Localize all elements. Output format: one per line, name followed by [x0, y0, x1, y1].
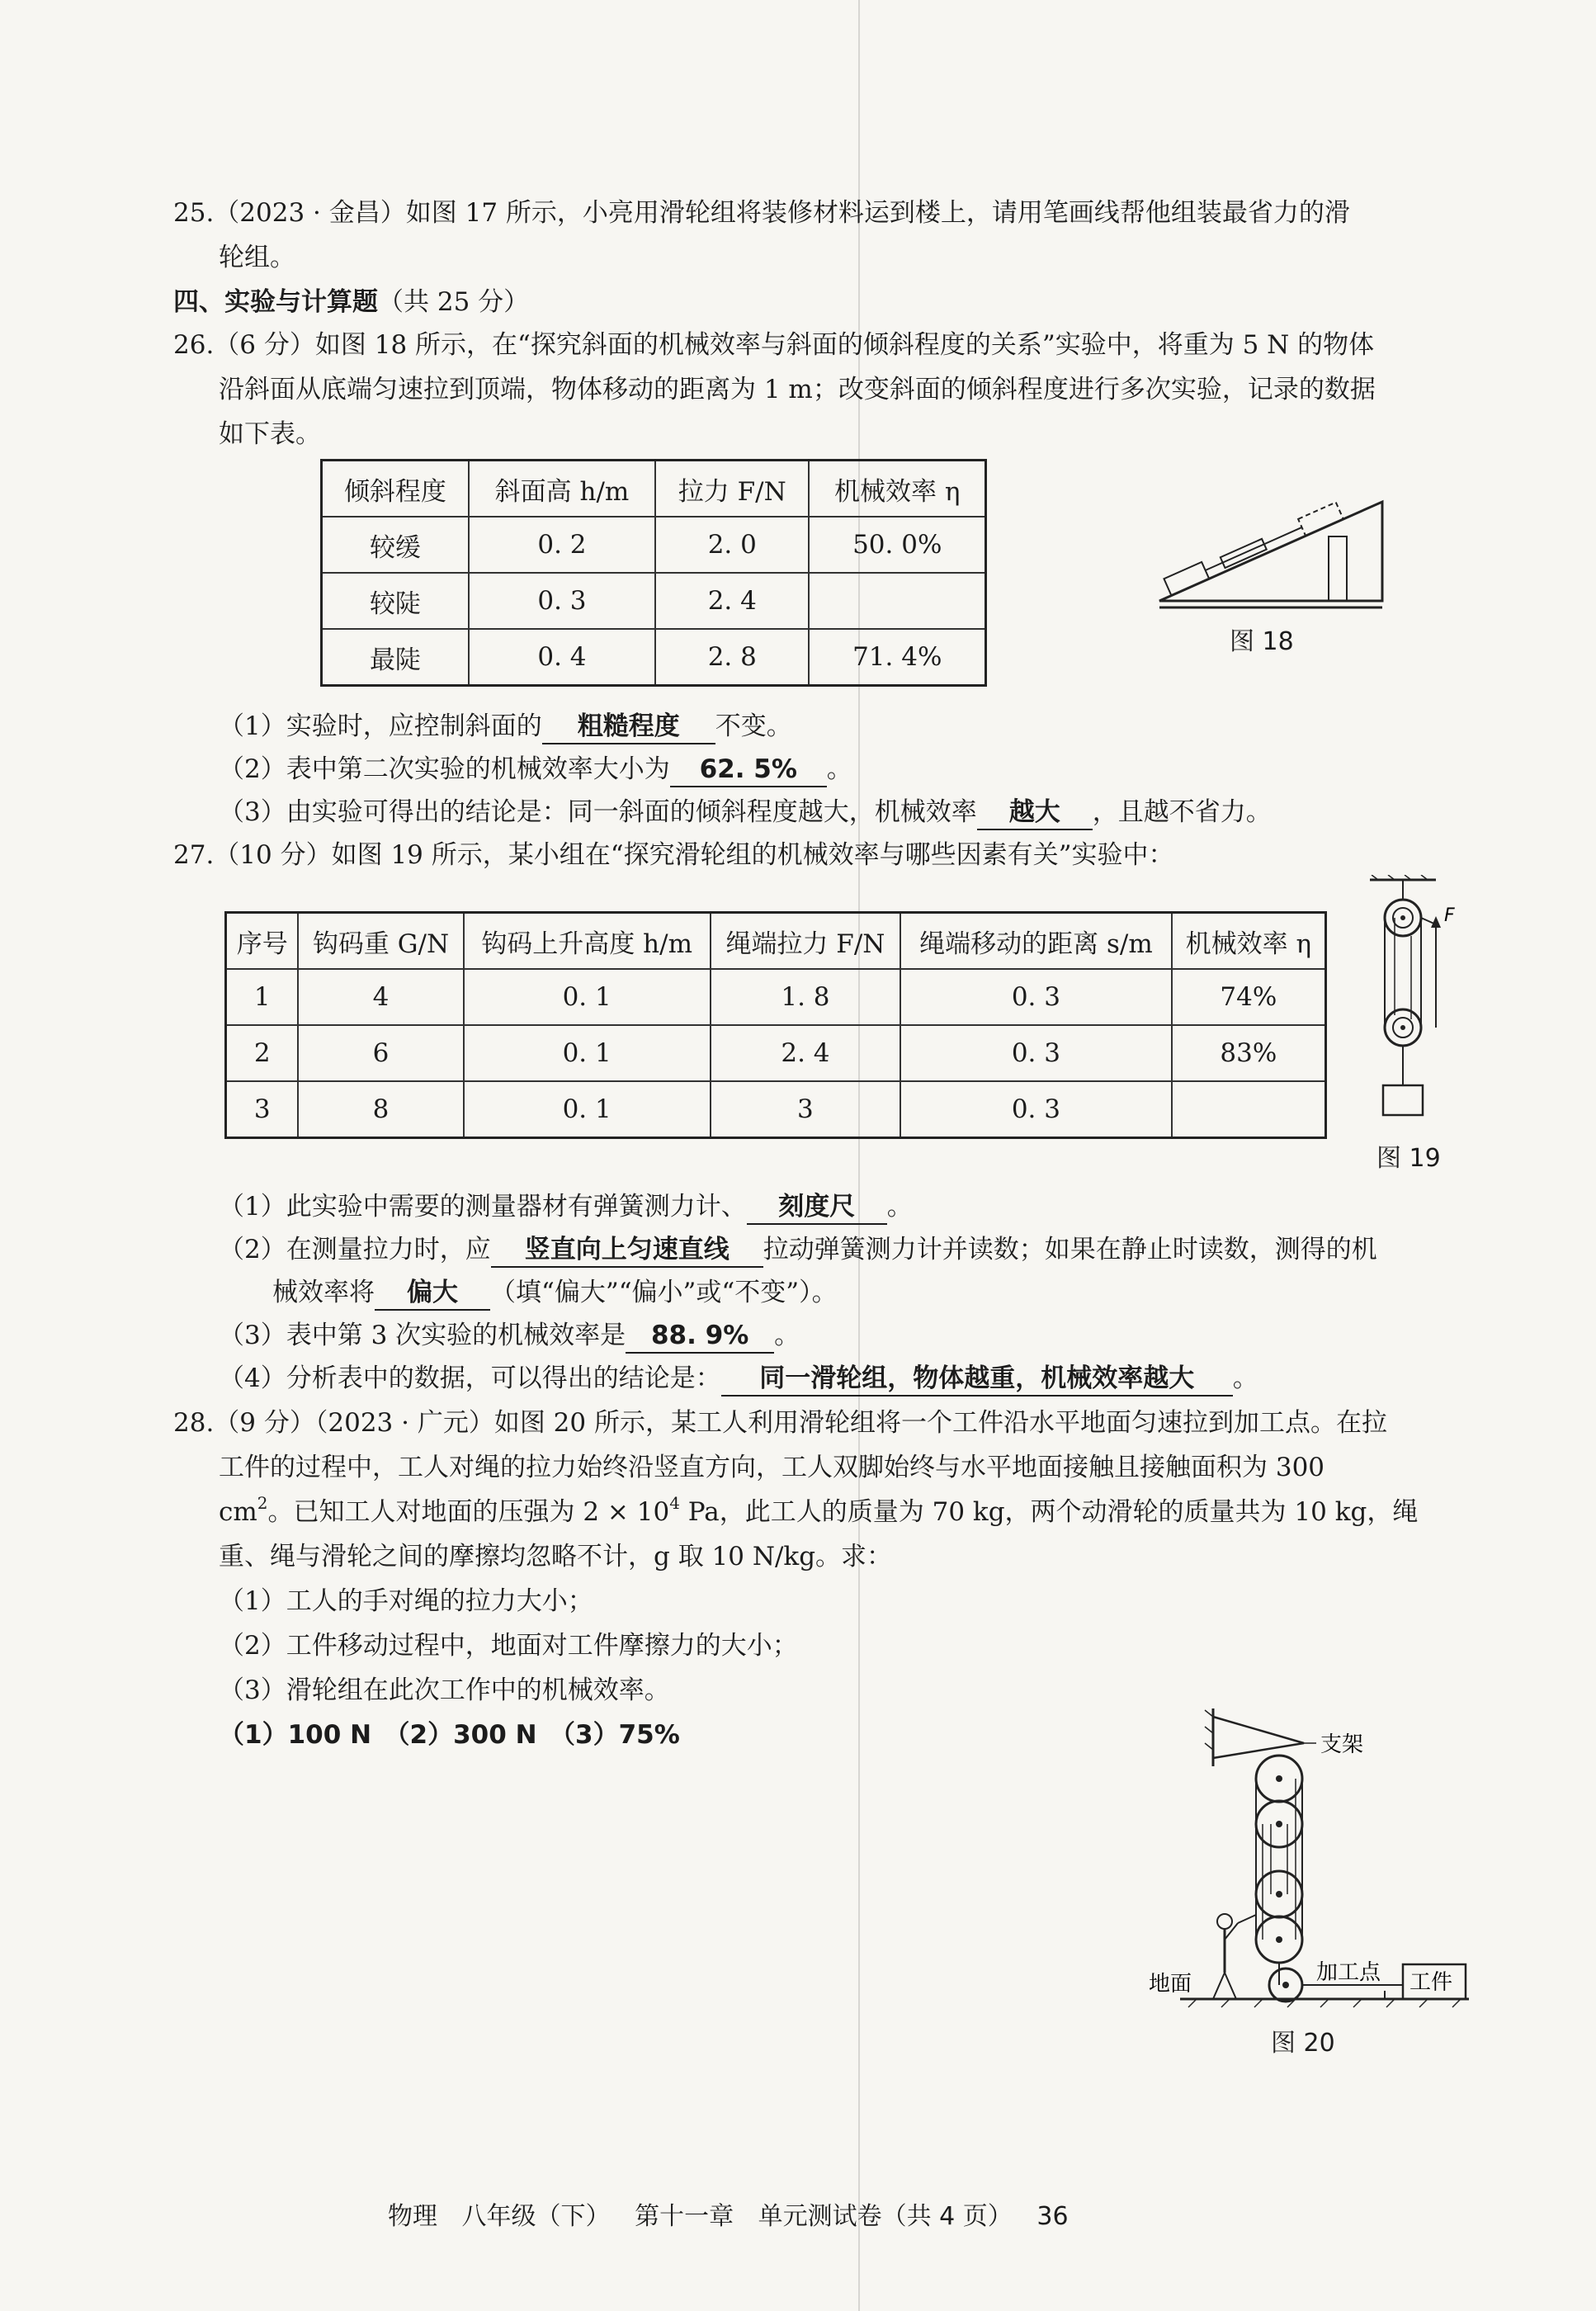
table-header-cell: 倾斜程度: [322, 461, 469, 517]
figure-20-pulley-system: [1147, 1700, 1494, 2047]
q27-sub2-tail: 拉动弹簧测力计并读数；如果在静止时读数，测得的机: [763, 1235, 1377, 1264]
q27-sub1-answer: 刻度尺: [747, 1190, 887, 1225]
q26-line1: 26.（6 分）如图 18 所示，在“探究斜面的机械效率与斜面的倾斜程度的关系”实验中，将重为 5 N 的物体: [173, 330, 1375, 360]
table-cell: 50. 0%: [809, 517, 985, 573]
table-cell: 83%: [1172, 1025, 1326, 1081]
table-cell: 较陡: [322, 573, 469, 629]
figure-18-caption: 图 18: [1230, 627, 1294, 656]
table-row: [322, 573, 986, 629]
q27-sub2-text: （2）在测量拉力时，应: [219, 1235, 491, 1264]
q28-line2: 工件的过程中，工人对绳的拉力始终沿竖直方向，工人双脚始终与水平地面接触且接触面积为 300: [219, 1453, 1325, 1482]
table-header-cell: 机械效率 η: [1172, 913, 1326, 970]
table-cell: 0. 1: [464, 969, 711, 1025]
q27-sub2-answer2: 偏大: [375, 1276, 490, 1311]
footer-grade: 八年级（下）: [461, 2202, 611, 2231]
q27-sub3-answer: 88. 9%: [626, 1319, 774, 1354]
q28-sub2: （2）工件移动过程中，地面对工件摩擦力的大小；: [219, 1631, 798, 1661]
section-title: [173, 281, 1477, 324]
q27-sub1: [219, 1185, 1523, 1228]
q28-line3: [219, 1491, 1523, 1534]
table-header-cell: 钩码上升高度 h/m: [464, 913, 711, 970]
q28-sub3: （3）滑轮组在此次工作中的机械效率。: [219, 1675, 670, 1705]
q26-line2: 沿斜面从底端匀速拉到顶端，物体移动的距离为 1 m；改变斜面的倾斜程度进行多次实验，记录的数据: [219, 375, 1376, 404]
footer-page-number: 36: [1036, 2202, 1069, 2231]
q26-sub1-text: （1）实验时，应控制斜面的: [219, 711, 542, 741]
table-header-cell: 绳端移动的距离 s/m: [900, 913, 1171, 970]
q26-line3: 如下表。: [219, 419, 321, 449]
q27-sub3-tail: 。: [774, 1321, 800, 1350]
table-cell: 0. 3: [900, 1025, 1171, 1081]
table-cell: 3: [226, 1081, 299, 1138]
table-cell: 2. 4: [711, 1025, 901, 1081]
q28-answer: （1）100 N （2）300 N （3）75%: [219, 1720, 680, 1750]
q27-sub2: [219, 1228, 1523, 1271]
page-footer: [388, 2195, 1085, 2232]
table-cell: 0. 2: [469, 517, 655, 573]
q28-sub1: （1）工人的手对绳的拉力大小；: [219, 1586, 593, 1616]
table-cell: 1. 8: [711, 969, 901, 1025]
footer-test: 单元测试卷（共 4 页）: [758, 2202, 1013, 2231]
table-cell: 4: [298, 969, 463, 1025]
q27-sub4-answer: 同一滑轮组，物体越重，机械效率越大: [721, 1362, 1233, 1397]
table-cell: 0. 3: [900, 1081, 1171, 1138]
q27-line1: 27.（10 分）如图 19 所示，某小组在“探究滑轮组的机械效率与哪些因素有关”实验中：: [173, 840, 1174, 870]
table-header-row: [226, 913, 1326, 970]
table-cell: 2. 4: [655, 573, 809, 629]
section-heading: 四、实验与计算题: [173, 287, 378, 317]
q28-line1: 28.（9 分）（2023 · 广元）如图 20 所示，某工人利用滑轮组将一个工件沿水平地面匀速拉到加工点。在拉: [173, 1408, 1387, 1438]
q28-pressure-exponent: 4: [669, 1493, 680, 1513]
table-cell: [1172, 1081, 1326, 1138]
table-header-cell: 拉力 F/N: [655, 461, 809, 517]
q27-sub3-text: （3）表中第 3 次实验的机械效率是: [219, 1321, 626, 1350]
figure-20-ground-label: 地面: [1149, 1972, 1192, 1997]
table-header-cell: 钩码重 G/N: [298, 913, 463, 970]
table-cell: 74%: [1172, 969, 1326, 1025]
table-cell: 较缓: [322, 517, 469, 573]
q27-table: [224, 911, 1327, 1139]
table-header-row: [322, 461, 986, 517]
q27-sub3: [219, 1314, 1523, 1357]
section-score: （共 25 分）: [378, 287, 530, 317]
table-header-cell: 序号: [226, 913, 299, 970]
figure-20-workpiece-label: 工件: [1409, 1970, 1453, 1995]
q26-sub2-text: （2）表中第二次实验的机械效率大小为: [219, 754, 670, 784]
q26-sub3-text: （3）由实验可得出的结论是：同一斜面的倾斜程度越大，机械效率: [219, 797, 977, 827]
table-header-cell: 斜面高 h/m: [469, 461, 655, 517]
figure-19-pulley: [1353, 875, 1461, 1131]
figure-19-caption: 图 19: [1376, 1144, 1441, 1173]
figure-19-force-label: F: [1444, 905, 1455, 926]
table-header-cell: 绳端拉力 F/N: [711, 913, 901, 970]
q25-line1: 25.（2023 · 金昌）如图 17 所示，小亮用滑轮组将装修材料运到楼上，请用笔画线帮他组装最省力的滑: [173, 198, 1350, 228]
table-cell: 2. 8: [655, 629, 809, 686]
q27-sub1-tail: 。: [886, 1192, 913, 1222]
q25-line2: 轮组。: [219, 243, 295, 272]
q28-line3-tail: Pa，此工人的质量为 70 kg，两个动滑轮的质量共为 10 kg，绳: [679, 1497, 1419, 1527]
q28-line3-text: 。已知工人对地面的压强为 2 × 10: [267, 1497, 670, 1527]
table-cell: 2. 0: [655, 517, 809, 573]
q28-unit: cm: [219, 1497, 257, 1527]
table-cell: 0. 1: [464, 1081, 711, 1138]
table-cell: 0. 3: [900, 969, 1171, 1025]
figure-20-support-label: 支架: [1320, 1732, 1364, 1757]
table-cell: 0. 3: [469, 573, 655, 629]
q27-sub1-text: （1）此实验中需要的测量器材有弹簧测力计、: [219, 1192, 747, 1222]
table-cell: 最陡: [322, 629, 469, 686]
q26-sub2-answer: 62. 5%: [670, 753, 827, 787]
figure-20-caption: 图 20: [1271, 2029, 1335, 2058]
table-cell: 0. 1: [464, 1025, 711, 1081]
figure-18-incline: [1151, 495, 1399, 619]
table-cell: 3: [711, 1081, 901, 1138]
q26-sub2: [219, 748, 1523, 791]
footer-chapter: 第十一章: [635, 2202, 734, 2231]
table-row: [322, 517, 986, 573]
q27-sub2-line2-text: 械效率将: [272, 1278, 375, 1307]
table-cell: [809, 573, 985, 629]
table-cell: 6: [298, 1025, 463, 1081]
q27-sub4: [219, 1357, 1523, 1400]
q27-sub4-text: （4）分析表中的数据，可以得出的结论是：: [219, 1363, 721, 1393]
q26-table: [320, 459, 987, 687]
figure-20-point-label: 加工点: [1316, 1960, 1381, 1985]
q27-sub2-line2: [272, 1271, 1576, 1314]
q28-line4: 重、绳与滑轮之间的摩擦均忽略不计，g 取 10 N/kg。求：: [219, 1542, 893, 1571]
footer-subject: 物理: [388, 2202, 437, 2231]
table-cell: 2: [226, 1025, 299, 1081]
table-row: [226, 969, 1326, 1025]
q28-unit-exponent: 2: [257, 1493, 268, 1513]
q27-sub2-answer: 竖直向上匀速直线: [491, 1233, 763, 1268]
table-header-cell: 机械效率 η: [809, 461, 985, 517]
q26-sub1-tail: 不变。: [715, 711, 792, 741]
q26-sub3-tail: ，且越不省力。: [1092, 797, 1272, 827]
q26-sub1: [219, 705, 1523, 748]
table-cell: 1: [226, 969, 299, 1025]
table-cell: 71. 4%: [809, 629, 985, 686]
q27-sub4-tail: 。: [1232, 1363, 1258, 1393]
q26-sub3: [219, 791, 1523, 834]
table-row: [226, 1081, 1326, 1138]
table-row: [322, 629, 986, 686]
table-cell: 0. 4: [469, 629, 655, 686]
table-row: [226, 1025, 1326, 1081]
table-cell: 8: [298, 1081, 463, 1138]
q27-sub2-line2-tail: （填“偏大”“偏小”或“不变”）。: [490, 1278, 838, 1307]
q26-sub3-answer: 越大: [977, 796, 1093, 830]
q26-sub1-answer: 粗糙程度: [542, 710, 715, 744]
q26-sub2-tail: 。: [826, 754, 852, 784]
